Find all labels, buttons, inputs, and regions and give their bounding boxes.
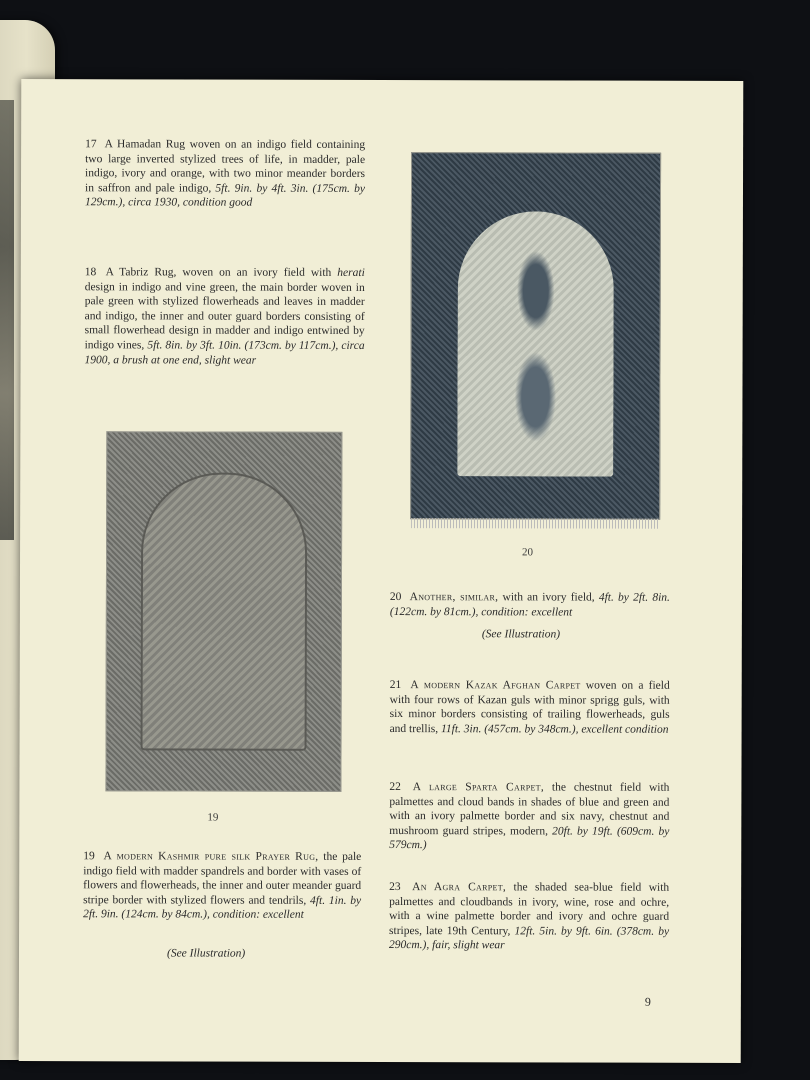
entry-number: 19: [83, 850, 95, 863]
left-page-image-strip: [0, 100, 14, 540]
catalogue-page: [19, 79, 744, 1063]
rug-20-field: [457, 211, 614, 476]
entry-title: A modern Kazak Afghan Carpet: [410, 679, 581, 692]
entry-22: [389, 780, 669, 854]
entry-text: the shaded sea-blue field with palmettes and cloudbands in ivory, wine, rose and ochre, with a wine palmette border and ivory and ochre guard stripes, late 19th Century,: [389, 881, 670, 938]
figure-19-caption: 19: [207, 811, 219, 824]
entry-text: the chestnut field with palmettes and cloud bands in shades of blue and green and with an ivory palmette border and six navy, chestnut and mushroom guard stripes, modern,: [389, 781, 670, 838]
entry-dimensions: 4ft. by 2ft. 8in. (122cm. by 81cm.), condition: excellent: [389, 591, 670, 619]
entry-18: [85, 265, 365, 368]
page-number: 9: [644, 994, 651, 1009]
entry-title: Another, similar,: [409, 591, 499, 604]
entry-number: 20: [389, 591, 402, 604]
entry-title: A modern Kashmir pure silk Prayer Rug,: [103, 850, 319, 863]
entry-dimensions: 5ft. 9in. by 4ft. 3in. (175cm. by 129cm.), circa 1930, condition good: [84, 182, 366, 210]
entry-text: A Tabriz Rug, woven on an ivory field with: [105, 266, 332, 279]
entry-text: woven on a field with four rows of Kazan guls with minor sprigg guls, with six minor borders consisting of trailing flowerheads, guls and trellis,: [389, 679, 670, 735]
see-illustration-20: (See Illustration): [481, 628, 561, 641]
entry-number: 17: [85, 138, 97, 151]
entry-text: with an ivory field,: [502, 591, 595, 604]
rug-19-photo: [105, 431, 342, 792]
entry-dimensions: 12ft. 5in. by 9ft. 6in. (378cm. by 290cm.), fair, slight wear: [389, 925, 670, 952]
see-illustration-19: (See Illustration): [166, 947, 246, 960]
entry-23: [389, 880, 669, 954]
figure-20-caption: 20: [522, 546, 534, 559]
entry-number: 18: [84, 266, 97, 279]
entry-number: 21: [389, 679, 402, 692]
entry-number: 22: [389, 781, 401, 794]
entry-19: [83, 849, 361, 923]
entry-text-continued: design in indigo and vine green, the main border woven in pale green with stylized flowerheads and leaves in madder and indigo, the inner and outer guard borders consisting of small flowerhead design in madder and indigo entwined by indigo vines,: [84, 280, 365, 352]
entry-text: the pale indigo field with madder spandrels and border with vases of flowers and flowerheads, the inner and outer meander guard stripe border with stylized flowers and tendrils,: [83, 850, 362, 907]
rug-19-field: [141, 472, 308, 750]
entry-title: An Agra Carpet,: [412, 881, 507, 894]
rug-20-fringe: [411, 518, 659, 529]
entry-dimensions: 5ft. 8in. by 3ft. 10in. (173cm. by 117cm.), circa 1900, a brush at one end, slight wear: [84, 339, 365, 367]
entry-text: A Hamadan Rug woven on an indigo field containing two large inverted stylized trees of life, in madder, pale indigo, ivory and orange, with two minor meander borders in saffron and pale indigo,: [84, 138, 366, 195]
entry-dimensions: 20ft. by 19ft. (609cm. by 579cm.): [389, 825, 670, 852]
entry-20: [390, 590, 670, 620]
entry-title: A large Sparta Carpet,: [412, 781, 545, 794]
entry-21: [390, 678, 670, 737]
entry-number: 23: [389, 881, 401, 894]
entry-dimensions: 4ft. 1in. by 2ft. 9in. (124cm. by 84cm.), condition: excellent: [83, 894, 362, 922]
entry-herati: herati: [337, 266, 365, 279]
entry-17: [85, 137, 365, 211]
rug-20-photo: [410, 152, 661, 520]
entry-dimensions: 11ft. 3in. (457cm. by 348cm.), excellent condition: [440, 722, 669, 736]
